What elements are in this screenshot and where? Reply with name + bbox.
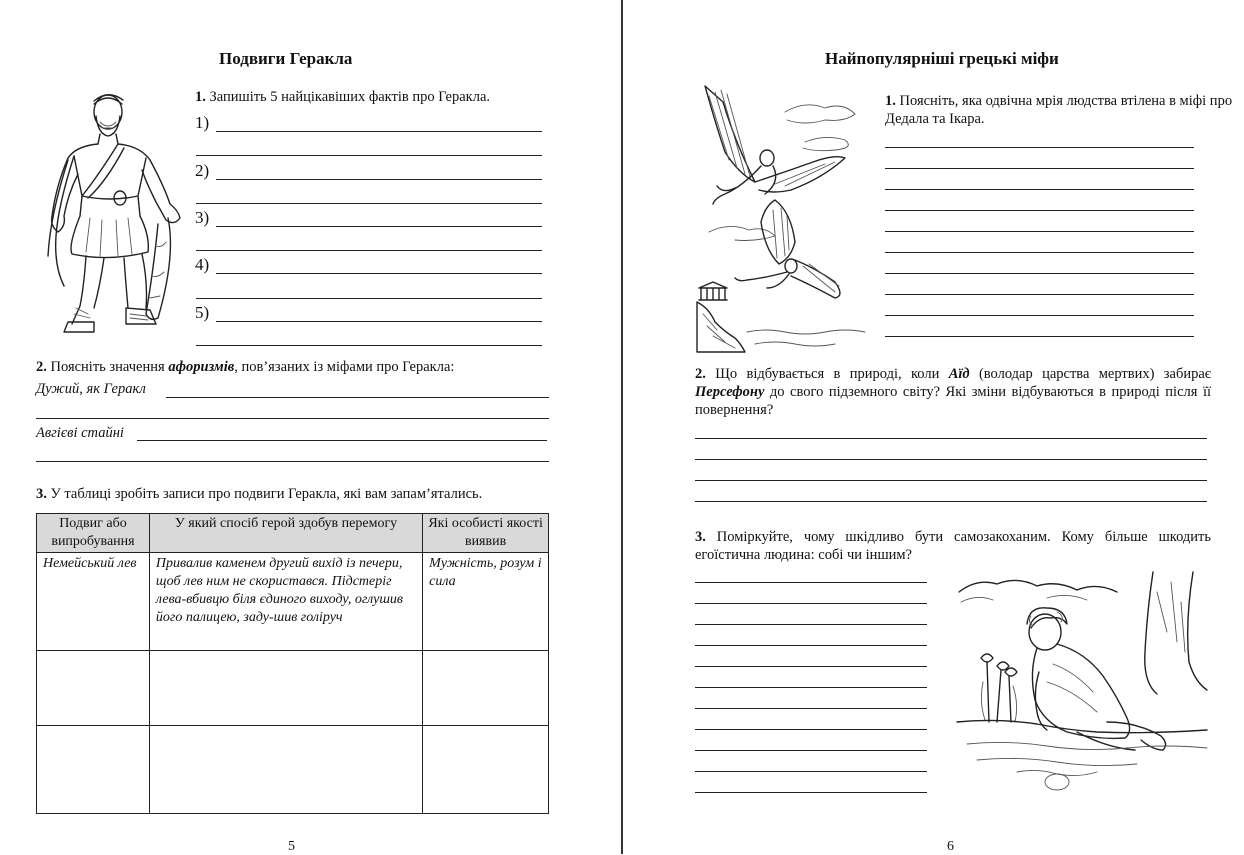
q2-text-after: , пов’язаних із міфами про Геракла: <box>234 359 455 375</box>
q3-prompt <box>36 485 482 503</box>
answer-line[interactable] <box>196 345 542 346</box>
table-header-row <box>37 514 549 553</box>
answer-line[interactable] <box>695 624 927 625</box>
table-cell[interactable]: Мужність, розум і сила <box>423 553 549 651</box>
answer-line[interactable] <box>196 155 542 156</box>
hercules-illustration <box>28 86 188 336</box>
answer-line[interactable] <box>885 294 1194 295</box>
answer-line[interactable] <box>695 603 927 604</box>
q1-item-label: 3) <box>195 208 210 227</box>
answer-line[interactable] <box>695 708 927 709</box>
answer-line[interactable] <box>695 645 927 646</box>
answer-line[interactable] <box>885 210 1194 211</box>
q3-prompt <box>695 528 1211 564</box>
table-cell[interactable] <box>37 726 150 814</box>
answer-line[interactable] <box>695 438 1207 439</box>
answer-line[interactable] <box>695 792 927 793</box>
answer-line[interactable] <box>36 418 549 419</box>
q1-number: 1. <box>195 89 206 105</box>
answer-line[interactable] <box>695 687 927 688</box>
answer-line[interactable] <box>695 501 1207 502</box>
page-number: 5 <box>288 839 295 854</box>
q3-text: Поміркуйте, чому шкідливо бути самозакоханим. Кому більше шкодить егоїстична людина: собі чи іншим? <box>695 529 1211 563</box>
q1-text: Запишіть 5 найцікавіших фактів про Геракла. <box>209 89 490 105</box>
q2-emphasis-hades: Аїд <box>948 366 970 382</box>
table-cell[interactable] <box>149 726 422 814</box>
q2-prompt <box>695 365 1211 419</box>
q2-text-part: до свого підземного світу? Які зміни відбуваються в природі після її повернення? <box>695 384 1211 418</box>
table-header: У який спосіб герой здобув перемогу <box>149 514 422 553</box>
table-row <box>37 553 549 651</box>
answer-line[interactable] <box>36 461 549 462</box>
daedalus-icarus-illustration <box>695 82 875 354</box>
answer-line[interactable] <box>196 203 542 204</box>
deeds-table <box>36 513 549 814</box>
page-title: Найпопулярніші грецькі міфи <box>825 49 1059 68</box>
answer-line[interactable] <box>166 397 549 398</box>
answer-line[interactable] <box>216 179 542 180</box>
right-page <box>623 0 1244 854</box>
aphorism-label: Авгієві стайні <box>36 425 124 441</box>
q3-number: 3. <box>36 486 47 502</box>
answer-line[interactable] <box>137 440 547 441</box>
q2-text-before: Поясніть значення <box>50 359 165 375</box>
aphorism-label: Дужий, як Геракл <box>36 381 146 397</box>
q1-item-label: 5) <box>195 303 210 322</box>
q3-number: 3. <box>695 529 706 545</box>
q2-text-part: Що відбувається в природі, коли <box>715 366 940 382</box>
q2-emphasis: афоризмів <box>168 359 235 375</box>
answer-line[interactable] <box>196 250 542 251</box>
q1-prompt <box>885 92 1233 128</box>
answer-line[interactable] <box>885 273 1194 274</box>
q1-item-label: 1) <box>195 113 210 132</box>
answer-line[interactable] <box>885 147 1194 148</box>
answer-line[interactable] <box>695 582 927 583</box>
answer-line[interactable] <box>196 298 542 299</box>
answer-line[interactable] <box>216 273 542 274</box>
q2-number: 2. <box>36 359 47 375</box>
q1-item-label: 4) <box>195 255 210 274</box>
page-number: 6 <box>947 839 954 854</box>
table-cell[interactable] <box>149 651 422 726</box>
answer-line[interactable] <box>885 336 1194 337</box>
narcissus-illustration <box>957 572 1209 800</box>
table-cell[interactable] <box>423 726 549 814</box>
table-cell[interactable]: Привалив каменем другий вихід із печери, щоб лев ним не скористався. Підстеріг лева-вбивцю біля єдиного виходу, оглушив його палицею, заду-шив голіруч <box>149 553 422 651</box>
answer-line[interactable] <box>885 315 1194 316</box>
answer-line[interactable] <box>885 168 1194 169</box>
table-cell[interactable] <box>423 651 549 726</box>
answer-line[interactable] <box>885 189 1194 190</box>
q2-text-part: (володар царства мертвих) забирає <box>978 366 1211 382</box>
answer-line[interactable] <box>216 226 542 227</box>
answer-line[interactable] <box>695 480 1207 481</box>
answer-line[interactable] <box>695 771 927 772</box>
q1-number: 1. <box>885 93 896 109</box>
answer-line[interactable] <box>216 131 542 132</box>
answer-line[interactable] <box>695 666 927 667</box>
table-row <box>37 651 549 726</box>
q1-item-label: 2) <box>195 161 210 180</box>
q3-text: У таблиці зробіть записи про подвиги Геракла, які вам запам’ятались. <box>50 486 483 502</box>
q2-number: 2. <box>695 366 706 382</box>
page-title: Подвиги Геракла <box>219 49 353 68</box>
q1-text: Поясніть, яка одвічна мрія людства втілена в міфі про Дедала та Ікара. <box>885 93 1233 127</box>
answer-line[interactable] <box>695 729 927 730</box>
table-header: Які особисті якості виявив <box>423 514 549 553</box>
answer-line[interactable] <box>216 321 542 322</box>
answer-line[interactable] <box>885 231 1194 232</box>
answer-line[interactable] <box>695 750 927 751</box>
table-cell[interactable]: Немейський лев <box>37 553 150 651</box>
table-header: Подвиг або випробування <box>37 514 150 553</box>
q1-prompt <box>195 88 490 106</box>
left-page <box>0 0 622 854</box>
q2-prompt <box>36 358 454 376</box>
table-row <box>37 726 549 814</box>
answer-line[interactable] <box>885 252 1194 253</box>
table-cell[interactable] <box>37 651 150 726</box>
q2-emphasis-persephone: Персефону <box>695 384 765 400</box>
answer-line[interactable] <box>695 459 1207 460</box>
